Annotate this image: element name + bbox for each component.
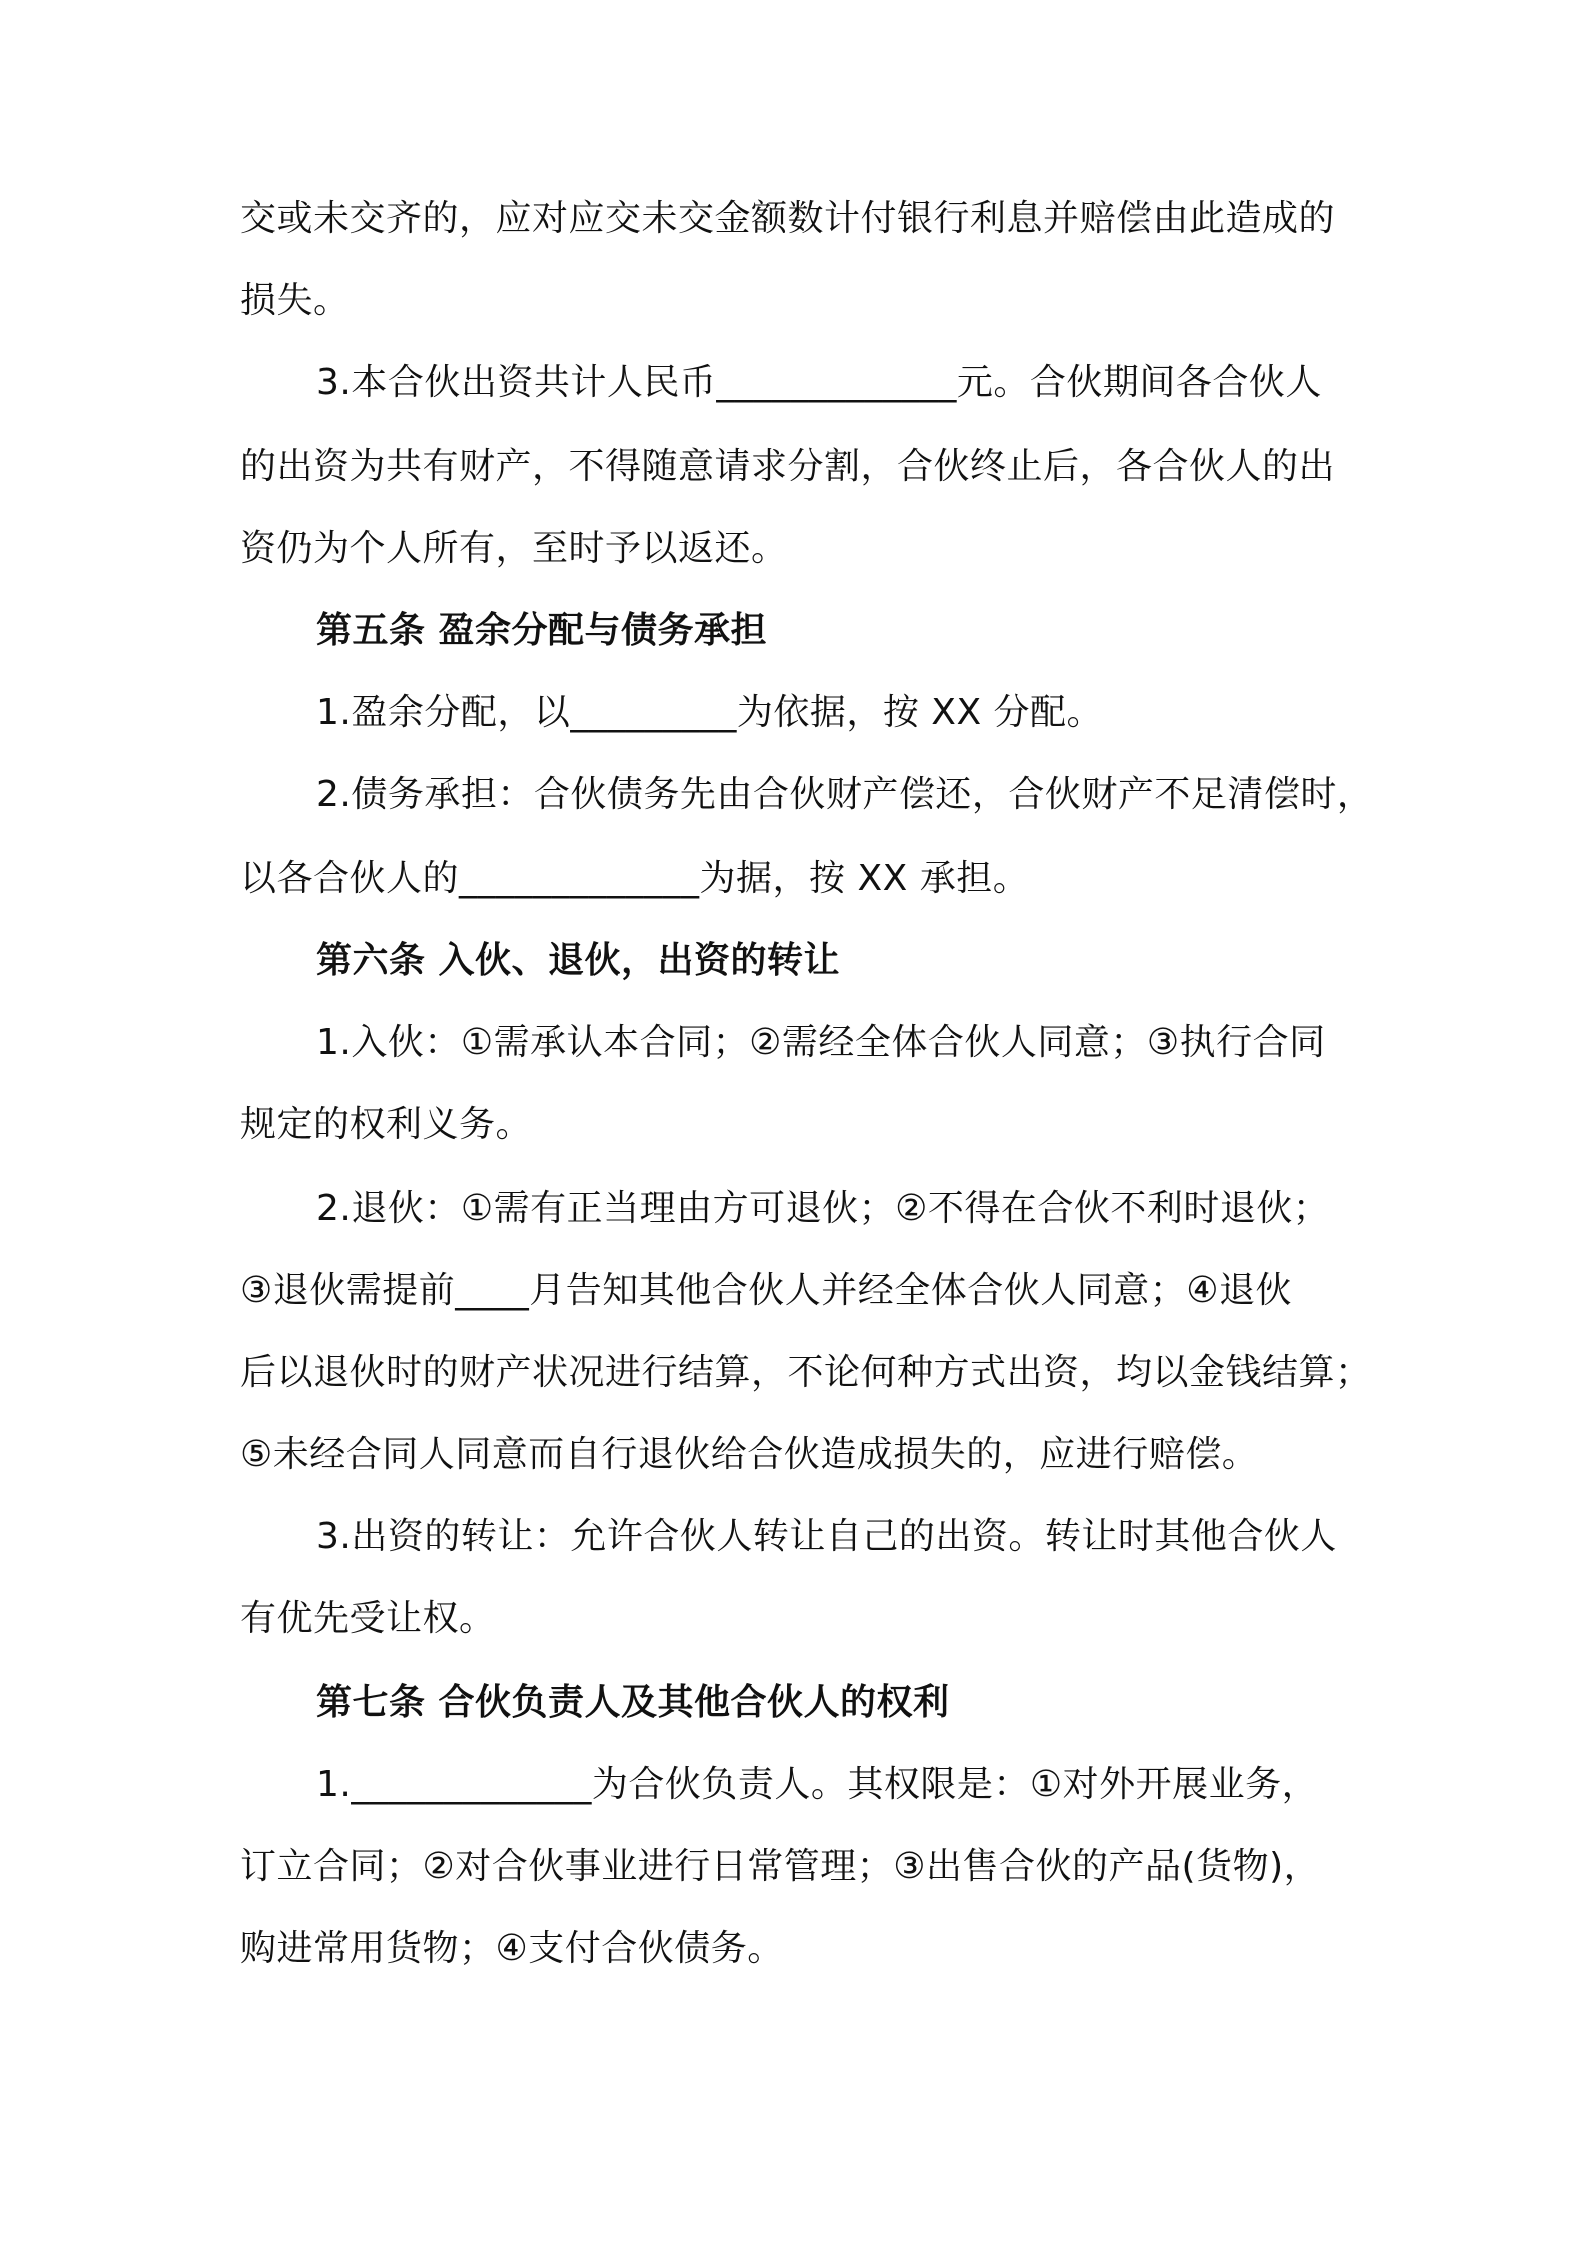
text-line: 2.退伙：①需有正当理由方可退伙；②不得在合伙不利时退伙；	[316, 1188, 1330, 1229]
text-line: ③退伙需提前____月告知其他合伙人并经全体合伙人同意；④退伙	[240, 1270, 1293, 1311]
text-line: 订立合同；②对合伙事业进行日常管理；③出售合伙的产品(货物)，	[240, 1846, 1321, 1887]
text-line: 的出资为共有财产，不得随意请求分割，合伙终止后，各合伙人的出	[240, 446, 1336, 487]
text-line: 以各合伙人的_____________为据，按 XX 承担。	[240, 858, 1030, 899]
text-line: ⑤未经合同人同意而自行退伙给合伙造成损失的，应进行赔偿。	[240, 1434, 1259, 1475]
text-line: 交或未交齐的，应对应交未交金额数计付银行利息并赔偿由此造成的	[240, 198, 1336, 239]
section-heading-7: 第七条 合伙负责人及其他合伙人的权利	[316, 1682, 950, 1723]
text-line: 3.本合伙出资共计人民币_____________元。合伙期间各合伙人	[316, 362, 1322, 403]
text-line: 损失。	[240, 280, 350, 321]
section-heading-6: 第六条 入伙、退伙，出资的转让	[316, 940, 841, 981]
text-line: 购进常用货物；④支付合伙债务。	[240, 1928, 784, 1969]
text-line: 1.入伙：①需承认本合同；②需经全体合伙人同意；③执行合同	[316, 1022, 1326, 1063]
text-line: 资仍为个人所有，至时予以返还。	[240, 528, 788, 569]
text-line: 有优先受让权。	[240, 1598, 496, 1639]
text-line: 1._____________为合伙负责人。其权限是：①对外开展业务，	[316, 1764, 1319, 1805]
text-line: 1.盈余分配，以_________为依据，按 XX 分配。	[316, 692, 1104, 733]
section-heading-5: 第五条 盈余分配与债务承担	[316, 610, 768, 651]
text-line: 规定的权利义务。	[240, 1104, 533, 1145]
text-line: 后以退伙时的财产状况进行结算，不论何种方式出资，均以金钱结算；	[240, 1352, 1372, 1393]
text-line: 2.债务承担：合伙债务先由合伙财产偿还，合伙财产不足清偿时，	[316, 774, 1374, 815]
text-line: 3.出资的转让：允许合伙人转让自己的出资。转让时其他合伙人	[316, 1516, 1337, 1557]
